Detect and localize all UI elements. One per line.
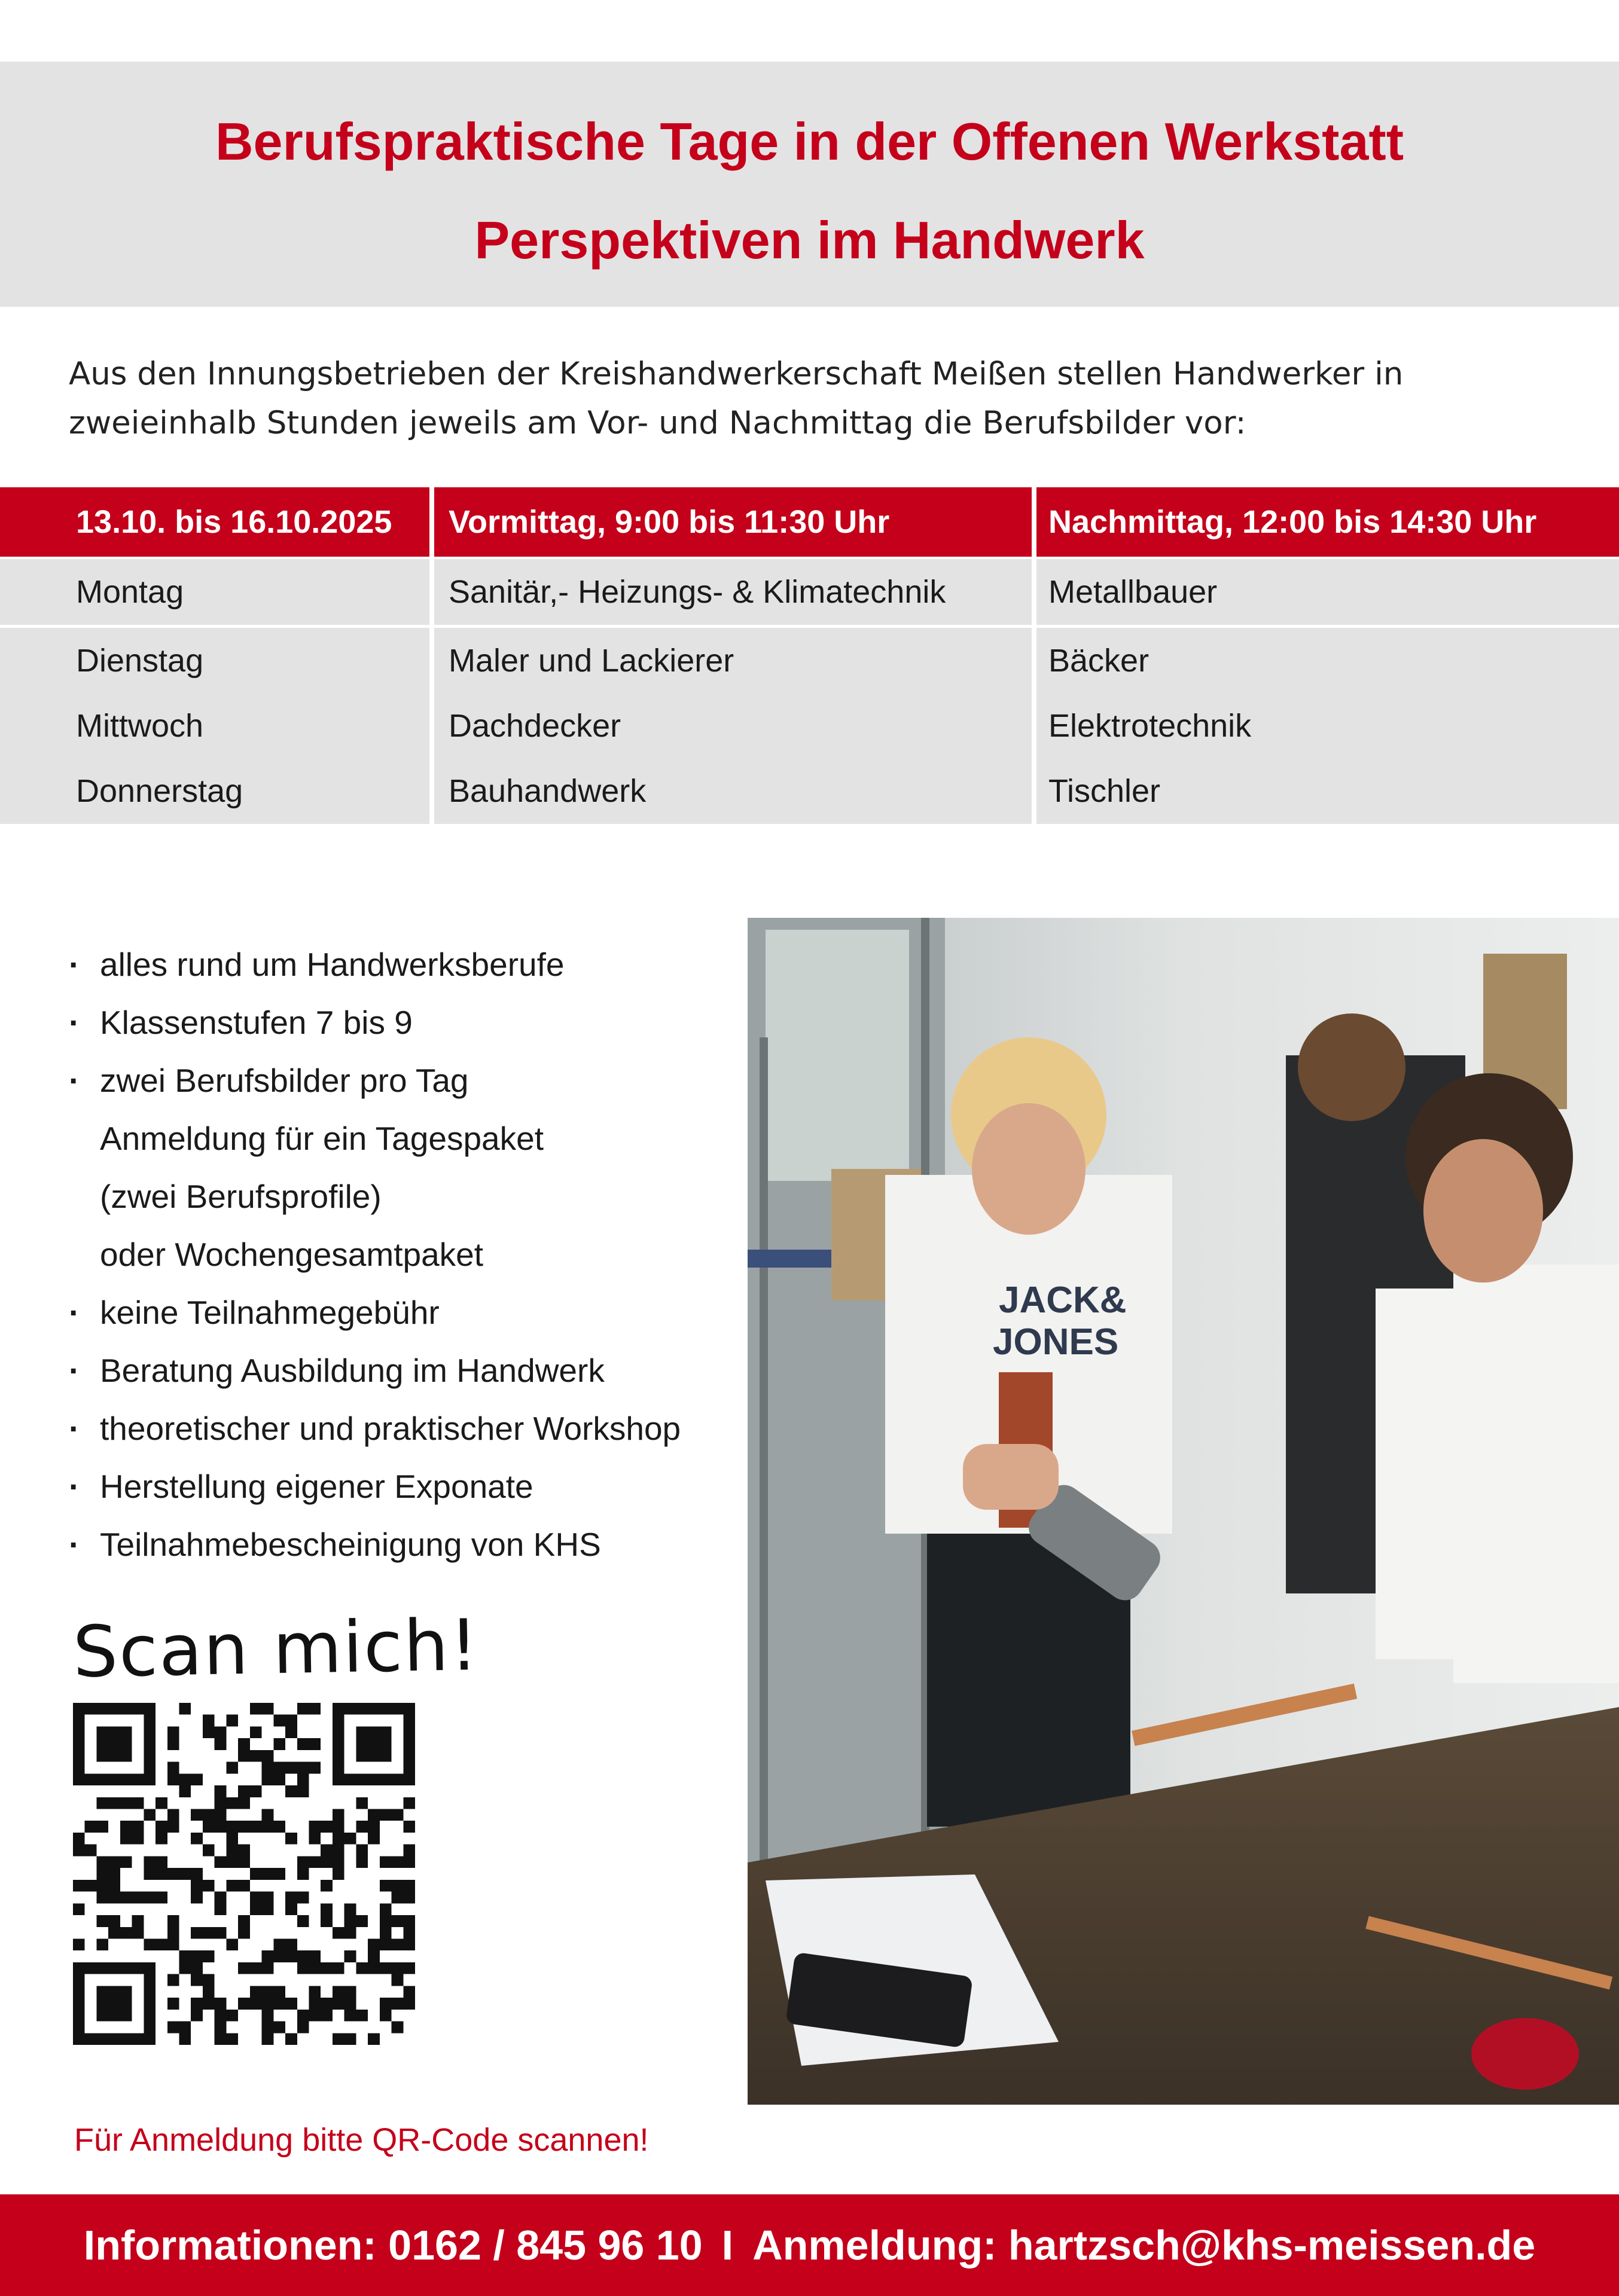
table-row xyxy=(0,758,1619,824)
table-row xyxy=(0,559,1619,625)
list-item: · Teilnahmebescheinigung von KHS xyxy=(66,1516,742,1574)
afternoon-cell: Bäcker xyxy=(1036,628,1619,694)
shirt-text: JONES xyxy=(993,1321,1119,1363)
list-item: · theoretischer und praktischer Workshop xyxy=(66,1400,742,1458)
page-subtitle: Perspektiven im Handwerk xyxy=(474,210,1145,270)
morning-cell: Maler und Lackierer xyxy=(434,628,1032,694)
afternoon-cell: Tischler xyxy=(1036,758,1619,824)
list-item: · keine Teilnahmegebühr xyxy=(66,1284,742,1342)
list-item: · Herstellung eigener Exponate xyxy=(66,1458,742,1516)
feature-list xyxy=(66,936,742,1574)
day-cell: Mittwoch xyxy=(0,693,429,759)
header-band xyxy=(0,62,1619,307)
footer-bar xyxy=(0,2194,1619,2296)
list-item: · Klassenstufen 7 bis 9 xyxy=(66,994,742,1052)
morning-cell: Dachdecker xyxy=(434,693,1032,759)
list-item: · zwei Berufsbilder pro Tag xyxy=(66,1052,742,1110)
list-item: (zwei Berufsprofile) xyxy=(100,1178,382,1215)
intro-line: Aus den Innungsbetrieben der Kreishandwerkerschaft Meißen stellen Handwerker in xyxy=(69,356,1404,392)
table-row xyxy=(0,628,1619,694)
afternoon-cell: Elektrotechnik xyxy=(1036,693,1619,759)
intro-line: zweieinhalb Stunden jeweils am Vor- und Nachmittag die Berufsbilder vor: xyxy=(69,405,1246,441)
day-cell: Donnerstag xyxy=(0,758,429,824)
list-item: Anmeldung für ein Tagespaket xyxy=(100,1120,544,1157)
table-row xyxy=(0,693,1619,759)
footer-separator: I xyxy=(721,2222,734,2268)
registration-note: Für Anmeldung bitte QR-Code scannen! xyxy=(74,2122,649,2158)
day-cell: Montag xyxy=(0,559,429,625)
header-cell-morning: Vormittag, 9:00 bis 11:30 Uhr xyxy=(434,487,1032,557)
list-item: · alles rund um Handwerksberufe xyxy=(66,936,742,994)
header-cell-afternoon: Nachmittag, 12:00 bis 14:30 Uhr xyxy=(1036,487,1619,557)
intro-text xyxy=(69,350,1552,448)
morning-cell: Sanitär,- Heizungs- & Klimatechnik xyxy=(434,559,1032,625)
page-title: Berufspraktische Tage in der Offenen Werkstatt xyxy=(215,112,1404,171)
day-cell: Dienstag xyxy=(0,628,429,694)
scan-title: Scan mich! xyxy=(72,1604,480,1693)
list-item: oder Wochengesamtpaket xyxy=(100,1236,484,1273)
schedule-header-row xyxy=(0,487,1619,557)
shirt-text: JACK& xyxy=(999,1280,1127,1321)
header-cell-dates: 13.10. bis 16.10.2025 xyxy=(0,487,429,557)
qr-code[interactable] xyxy=(73,1703,415,2045)
footer-info: Informationen: 0162 / 845 96 10 xyxy=(83,2222,703,2268)
afternoon-cell: Metallbauer xyxy=(1036,559,1619,625)
workshop-photo xyxy=(748,918,1619,2105)
morning-cell: Bauhandwerk xyxy=(434,758,1032,824)
footer-registration-email[interactable]: Anmeldung: hartzsch@khs-meissen.de xyxy=(752,2222,1536,2268)
list-item: · Beratung Ausbildung im Handwerk xyxy=(66,1342,742,1400)
